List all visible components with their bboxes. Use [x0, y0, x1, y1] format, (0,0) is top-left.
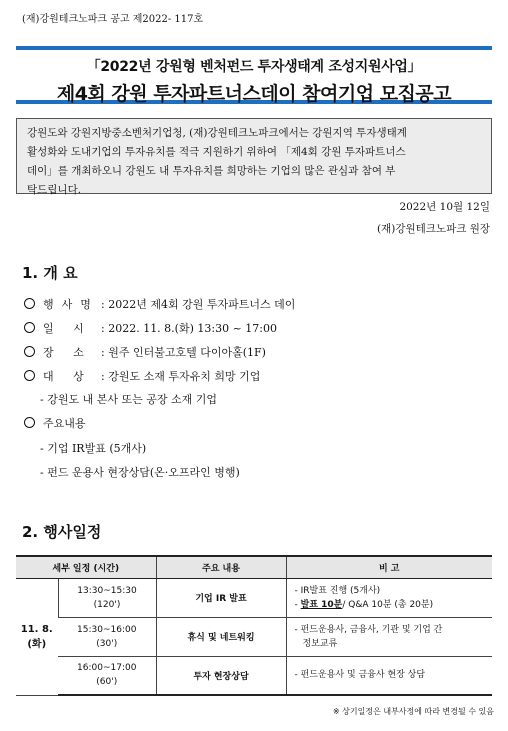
intro-line: 활성화와 도내기업의 투자유치를 적극 지원하기 위하여 「제4회 강원 투자파트너스 — [27, 146, 406, 158]
overview-item-venue — [24, 344, 266, 360]
schedule-footnote: ※ 상기일정은 내부사정에 따라 변경될 수 있음 — [332, 707, 494, 716]
table-row — [16, 656, 492, 695]
item-label: 행사명 — [43, 298, 99, 311]
column-header: 세부 일정 (시간) — [16, 556, 156, 578]
item-value: : 원주 인터불고호텔 다이아홀(1F) — [101, 346, 266, 359]
circle-bullet-icon — [24, 346, 35, 357]
section-overview-heading: 1. 개 요 — [22, 264, 78, 282]
title-block — [16, 46, 492, 104]
circle-bullet-icon — [24, 298, 35, 309]
circle-bullet-icon — [24, 322, 35, 333]
target-detail: - 강원도 내 본사 또는 공장 소재 기업 — [40, 393, 217, 406]
column-header: 주요 내용 — [156, 556, 286, 578]
section-schedule-heading: 2. 행사일정 — [22, 523, 102, 541]
note-line: 정보교류 — [302, 638, 338, 649]
main-content-item: - 펀드 운용사 현장상담(온·오프라인 병행) — [40, 466, 240, 479]
duration: (120') — [93, 599, 121, 610]
item-label: 대 상 — [43, 370, 92, 383]
schedule-date: 11. 8. — [20, 623, 53, 635]
note-cell — [286, 656, 492, 695]
item-label: 장 소 — [43, 346, 92, 359]
note-cell — [286, 578, 492, 617]
announcement-date: 2022년 10월 12일 — [399, 201, 490, 213]
content-cell: 휴식 및 네트워킹 — [156, 617, 286, 656]
table-row — [16, 578, 492, 617]
circle-bullet-icon — [24, 370, 35, 381]
table-header-row — [16, 556, 492, 578]
item-label: 주요내용 — [43, 417, 86, 430]
announcement-number: (재)강원테크노파크 공고 제2022- 117호 — [22, 14, 204, 25]
intro-line: 탁드립니다. — [27, 184, 82, 196]
content-cell: 기업 IR 발표 — [156, 578, 286, 617]
note-line: - IR발표 진행 (5개사) — [294, 585, 381, 596]
schedule-table — [16, 555, 492, 696]
item-value: : 2022년 제4회 강원 투자파트너스 데이 — [101, 298, 296, 311]
note-line: - 펀드운용사, 금융사, 기관 및 기업 간 — [294, 624, 443, 635]
time-cell — [58, 617, 156, 656]
note-cell — [286, 617, 492, 656]
overview-item-event-name — [24, 296, 295, 312]
circle-bullet-icon — [24, 417, 35, 428]
content-cell: 투자 현장상담 — [156, 656, 286, 695]
note-line: - 발표 10분/ Q&A 10분 (총 20분) — [294, 599, 434, 610]
intro-line: 강원도와 강원지방중소벤처기업청, (재)강원테크노파크에서는 강원지역 투자생태계 — [27, 127, 407, 139]
item-label: 일 시 — [43, 322, 92, 335]
time-cell — [58, 656, 156, 695]
intro-line: 데이」를 개최하오니 강원도 내 투자유치를 희망하는 기업의 많은 관심과 참여 부 — [27, 165, 396, 177]
overview-item-main-contents — [24, 415, 86, 431]
overview-item-target — [24, 368, 260, 384]
table-row — [16, 617, 492, 656]
time-range: 15:30~16:00 — [77, 624, 137, 635]
main-content-item: - 기업 IR발표 (5개사) — [40, 442, 147, 455]
overview-item-datetime — [24, 320, 277, 336]
issuer: (재)강원테크노파크 원장 — [377, 223, 490, 235]
duration: (30') — [96, 638, 118, 649]
time-range: 13:30~15:30 — [77, 585, 137, 596]
column-header: 비 고 — [286, 556, 492, 578]
date-cell — [16, 578, 58, 695]
item-value: : 2022. 11. 8.(화) 13:30 ~ 17:00 — [101, 322, 277, 335]
time-range: 16:00~17:00 — [77, 663, 137, 674]
note-emphasis: 발표 10분 — [300, 599, 343, 610]
schedule-weekday: (화) — [27, 638, 47, 650]
item-value: : 강원도 소재 투자유치 희망 기업 — [101, 370, 261, 383]
intro-paragraph — [16, 118, 492, 194]
note-text: / Q&A 10분 (총 20분) — [342, 599, 434, 610]
note-line: - 펀드운용사 및 금융사 현장 상담 — [294, 670, 426, 681]
title-subtitle: 「2022년 강원형 벤처펀드 투자생태계 조성지원사업」 — [86, 59, 422, 75]
title-main: 제4회 강원 투자파트너스데이 참여기업 모집공고 — [56, 83, 452, 105]
duration: (60') — [96, 677, 118, 688]
time-cell — [58, 578, 156, 617]
